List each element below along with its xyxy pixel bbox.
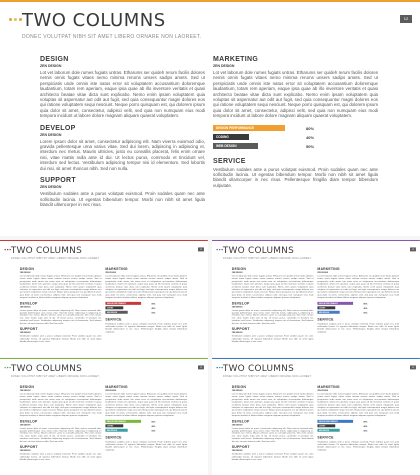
slide-title: TWO COLUMNS: [10, 244, 82, 256]
skill-bar-label: WEB DESIGN: [318, 429, 330, 432]
marketing-body: Lot vet laborum dole rumes fugiats untras. Etharums ser quideh rerum facilis dolores nemis onnis fugats vitaes nemo minima rerums unsers sadips amets. Sed ut perspiciatis unde omnis iste natus error sit voluptatem accusantium doloremque laudantium, totam rem aperiam, eaque ipsa quae ab illo inventore veritatis et quasi architecto beatae vitae dicta sunt explicabo. Nemo enim ipsam voluptatem quia voluptas sit aspernatur aut odit aut fugit, sed quia consequuntur magni dolores eos qui ratione voluptatem sequi nesciunt. Neque porro quisquam est, qui dolorem ipsum quia dolor sit amet, consectetur, adipisci velit, sed quia non numquam eius modi tempora incidunt ut labore dolore magnam aliquam quaerat voluptatem.: [213, 70, 378, 119]
slide-thumbnail-blue[interactable]: [212, 358, 420, 475]
slide-title: TWO COLUMNS: [22, 10, 166, 31]
marketing-heading: MARKETING: [105, 385, 128, 390]
design-body: Lot vet laborum dole rumes fugiats untras. Etharums ser quideh rerum facilis dolores nemis onnis fugats vitaes nemo minima rerums unsers sadips amets. Sed ut perspiciatis unde omnis iste natus error sit voluptatem accusantium doloremque laudantium, totam rem aperiam, eaque ipsa quae ab illo inventore veritatis et quasi architecto beatae vitae dicta sunt explicabo. Nemo enim ipsam voluptatem quia voluptas sit aspernatur aut odit aut fugit, sed quia consequuntur magni dolores eos qui ratione voluptatem sequi nesciunt. Neque porro quisquam est, qui dolorem ipsum quia dolor sit amet, consectetur, adipisci velit, sed quia non numquam eius modi tempora incidunt ut labore dolore magnam aliquam quaerat voluptatem.: [19, 274, 102, 299]
support-subheading: ZEN DESIGN: [19, 449, 31, 452]
develop-subheading: ZEN DESIGN: [231, 423, 243, 426]
skill-bar-label: CODING: [216, 135, 229, 140]
support-body: Vestibulum sodales ante a purus volutpat euismod. Proin sodales quam nec ante sollicitudin lacinia. Ut egestas bibendum tempor. Morbi non nibh sit amet ligula blandit ullamcorper in nec risus.: [19, 334, 102, 343]
skill-bar-row: [105, 302, 187, 305]
page-number: 12: [411, 247, 415, 251]
skill-bar-percent: 40%: [363, 424, 368, 428]
design-subheading: ZEN DESIGN: [231, 271, 243, 274]
top-accent-rule: [212, 240, 420, 241]
design-body: Lot vet laborum dole rumes fugiats untras. Etharums ser quideh rerum facilis dolores nemis onnis fugats vitaes nemo minima rerums unsers sadips amets. Sed ut perspiciatis unde omnis iste natus error sit voluptatem accusantium doloremque laudantium, totam rem aperiam, eaque ipsa quae ab illo inventore veritatis et quasi architecto beatae vitae dicta sunt explicabo. Nemo enim ipsam voluptatem quia voluptas sit aspernatur aut odit aut fugit, sed quia consequuntur magni dolores eos qui ratione voluptatem sequi nesciunt. Neque porro quisquam est, qui dolorem ipsum quia dolor sit amet, consectetur, adipisci velit, sed quia non numquam eius modi tempora incidunt ut labore dolore magnam aliquam quaerat voluptatem.: [40, 70, 205, 119]
skill-bars: [317, 302, 399, 314]
left-column: [232, 386, 314, 461]
slide-thumbnail-green[interactable]: [0, 358, 208, 475]
skill-bar-percent: 50%: [363, 311, 368, 314]
service-body: Vestibulum sodales ante a purus volutpat euismod. Proin sodales quam nec ante sollicitudin lacinia. Ut egestas bibendum tempor. Morbi non nibh sit amet ligula blandit ullamcorper in nec risus. Pellentesque fringilla diam tempor bibendum vulputate.: [105, 322, 188, 333]
develop-subheading: ZEN DESIGN: [40, 132, 62, 137]
design-subheading: ZEN DESIGN: [40, 64, 62, 68]
develop-heading: DEVELOP: [19, 301, 38, 306]
support-body: Vestibulum sodales ante a purus volutpat euismod. Proin sodales quam nec ante sollicitudin lacinia. Ut egestas bibendum tempor. Morbi non nibh sit amet ligula blandit ullamcorper in nec risus.: [231, 334, 314, 343]
slide-content: [212, 358, 420, 475]
skill-bar-row: [317, 424, 399, 427]
left-column: [232, 268, 314, 343]
slide-subtitle: DONEC VOLUTPAT NIBH SIT AMET LIBERO ORNARE NON LAOREET.: [10, 256, 100, 260]
slide-thumbnail-red[interactable]: [0, 240, 208, 357]
right-column: [213, 56, 378, 188]
service-body: Vestibulum sodales ante a purus volutpat euismod. Proin sodales quam nec ante sollicitudin lacinia. Ut egestas bibendum tempor. Morbi non nibh sit amet ligula blandit ullamcorper in nec risus. Pellentesque fringilla diam tempor bibendum vulputate.: [105, 440, 188, 451]
skill-bar-row: [105, 424, 187, 427]
support-heading: SUPPORT: [231, 445, 250, 450]
skill-bar-percent: 40%: [151, 306, 156, 310]
develop-subheading: ZEN DESIGN: [19, 423, 31, 426]
design-body: Lot vet laborum dole rumes fugiats untras. Etharums ser quideh rerum facilis dolores nemis onnis fugats vitaes nemo minima rerums unsers sadips amets. Sed ut perspiciatis unde omnis iste natus error sit voluptatem accusantium doloremque laudantium, totam rem aperiam, eaque ipsa quae ab illo inventore veritatis et quasi architecto beatae vitae dicta sunt explicabo. Nemo enim ipsam voluptatem quia voluptas sit aspernatur aut odit aut fugit, sed quia consequuntur magni dolores eos qui ratione voluptatem sequi nesciunt. Neque porro quisquam est, qui dolorem ipsum quia dolor sit amet, consectetur, adipisci velit, sed quia non numquam eius modi tempora incidunt ut labore dolore magnam aliquam quaerat voluptatem.: [231, 392, 314, 417]
skill-bar-label: CODING: [106, 424, 114, 427]
marketing-subheading: ZEN DESIGN: [105, 271, 117, 274]
slide-subtitle: DONEC VOLUTPAT NIBH SIT AMET LIBERO ORNARE NON LAOREET.: [10, 374, 100, 378]
skill-bar-label: DESIGN PERFORMANCE: [318, 420, 338, 423]
slide-content: [212, 240, 420, 357]
develop-body: Lorem ipsum dolor sit amet, consectetur adipiscing elit. Nam viverra euismod odio, gravida pellentesque urna varius vitae. Sed dui lorem, adipiscing in adipiscing et, interdum nec metus. Mauris ultricies, justo eu convallis placerat, felis enim ornare nisi, vitae mattis nulla ante id dui. Ut lectus purus, commodo et tincidunt vel, interdum sed lectus. Vestibulum adipiscing tempor nisi id elementum. Sed lobortis dui nisi, sit amet rhoncus nibh. Sed non nulla.: [19, 426, 102, 443]
skill-bar-label: CODING: [318, 424, 326, 427]
skill-bar-percent: 50%: [306, 143, 315, 149]
slide-main[interactable]: [0, 0, 420, 236]
skill-bar-percent: 80%: [363, 420, 368, 423]
skill-bar-percent: 40%: [151, 424, 156, 428]
design-body: Lot vet laborum dole rumes fugiats untras. Etharums ser quideh rerum facilis dolores nemis onnis fugats vitaes nemo minima rerums unsers sadips amets. Sed ut perspiciatis unde omnis iste natus error sit voluptatem accusantium doloremque laudantium, totam rem aperiam, eaque ipsa quae ab illo inventore veritatis et quasi architecto beatae vitae dicta sunt explicabo. Nemo enim ipsam voluptatem quia voluptas sit aspernatur aut odit aut fugit, sed quia consequuntur magni dolores eos qui ratione voluptatem sequi nesciunt. Neque porro quisquam est, qui dolorem ipsum quia dolor sit amet, consectetur, adipisci velit, sed quia non numquam eius modi tempora incidunt ut labore dolore magnam aliquam quaerat voluptatem.: [19, 392, 102, 417]
marketing-subheading: ZEN DESIGN: [317, 271, 329, 274]
develop-subheading: ZEN DESIGN: [19, 305, 31, 308]
skill-bar-label: WEB DESIGN: [318, 311, 330, 314]
skill-bars: [105, 420, 187, 432]
slide-content: [0, 0, 420, 236]
left-column: [20, 386, 102, 461]
skill-bar-percent: 50%: [151, 429, 156, 432]
develop-subheading: ZEN DESIGN: [231, 305, 243, 308]
support-heading: SUPPORT: [19, 445, 38, 450]
skill-bar-row: [317, 420, 399, 423]
slide-subtitle: DONEC VOLUTPAT NIBH SIT AMET LIBERO ORNARE NON LAOREET.: [222, 256, 312, 260]
design-heading: DESIGN: [19, 385, 34, 390]
design-heading: DESIGN: [231, 267, 246, 272]
skill-bar-label: DESIGN PERFORMANCE: [106, 302, 126, 305]
support-subheading: ZEN DESIGN: [40, 185, 62, 190]
skill-bar-row: [317, 302, 399, 305]
page-number: 12: [199, 247, 203, 251]
slide-subtitle: DONEC VOLUTPAT NIBH SIT AMET LIBERO ORNARE NON LAOREET.: [22, 34, 202, 40]
right-column: [105, 386, 187, 451]
skill-bar-label: CODING: [106, 306, 114, 309]
skill-bar-label: CODING: [318, 306, 326, 309]
service-body: Vestibulum sodales ante a purus volutpat euismod. Proin sodales quam nec ante sollicitudin lacinia. Ut egestas bibendum tempor. Morbi non nibh sit amet ligula blandit ullamcorper in nec risus. Pellentesque fringilla diam tempor bibendum vulputate.: [213, 166, 378, 188]
skill-bar-percent: 50%: [363, 429, 368, 432]
right-column: [317, 386, 399, 451]
left-column: [20, 268, 102, 343]
slide-content: [0, 358, 208, 475]
service-heading: SERVICE: [317, 436, 334, 440]
marketing-body: Lot vet laborum dole rumes fugiats untras. Etharums ser quideh rerum facilis dolores nemis onnis fugats vitaes nemo minima rerums unsers sadips amets. Sed ut perspiciatis unde omnis iste natus error sit voluptatem accusantium doloremque laudantium, totam rem aperiam, eaque ipsa quae ab illo inventore veritatis et quasi architecto beatae vitae dicta sunt explicabo. Nemo enim ipsam voluptatem quia voluptas sit aspernatur aut odit aut fugit, sed quia consequuntur magni dolores eos qui ratione voluptatem sequi nesciunt. Neque porro quisquam est, qui dolorem ipsum quia dolor sit amet, consectetur, adipisci velit, sed quia non numquam eius modi tempora incidunt ut labore dolore magnam aliquam quaerat voluptatem.: [317, 274, 400, 299]
page-number: 12: [400, 15, 412, 23]
skill-bar-label: WEB DESIGN: [106, 311, 118, 314]
top-accent-rule: [0, 240, 208, 241]
marketing-heading: MARKETING: [105, 267, 128, 272]
support-heading: SUPPORT: [19, 327, 38, 332]
slide-content: [0, 240, 208, 357]
skill-bar-row: [317, 429, 399, 432]
develop-heading: DEVELOP: [40, 124, 76, 132]
design-subheading: ZEN DESIGN: [19, 389, 31, 392]
skill-bar-percent: 80%: [306, 125, 315, 131]
marketing-body: Lot vet laborum dole rumes fugiats untras. Etharums ser quideh rerum facilis dolores nemis onnis fugats vitaes nemo minima rerums unsers sadips amets. Sed ut perspiciatis unde omnis iste natus error sit voluptatem accusantium doloremque laudantium, totam rem aperiam, eaque ipsa quae ab illo inventore veritatis et quasi architecto beatae vitae dicta sunt explicabo. Nemo enim ipsam voluptatem quia voluptas sit aspernatur aut odit aut fugit, sed quia consequuntur magni dolores eos qui ratione voluptatem sequi nesciunt. Neque porro quisquam est, qui dolorem ipsum quia dolor sit amet, consectetur, adipisci velit, sed quia non numquam eius modi tempora incidunt ut labore dolore magnam aliquam quaerat voluptatem.: [317, 392, 400, 417]
slide-title: TWO COLUMNS: [222, 362, 294, 374]
support-subheading: ZEN DESIGN: [19, 331, 31, 334]
skill-bar-row: [105, 311, 187, 314]
skill-bar-row: [317, 306, 399, 309]
top-accent-rule: [0, 358, 208, 359]
develop-body: Lorem ipsum dolor sit amet, consectetur adipiscing elit. Nam viverra euismod odio, gravida pellentesque urna varius vitae. Sed dui lorem, adipiscing in adipiscing et, interdum nec metus. Mauris ultricies, justo eu convallis placerat, felis enim ornare nisi, vitae mattis nulla ante id dui. Ut lectus purus, commodo et tincidunt vel, interdum sed lectus. Vestibulum adipiscing tempor nisi id elementum. Sed lobortis dui nisi, sit amet rhoncus nibh. Sed non nulla.: [40, 138, 205, 171]
skill-bar-row: [105, 306, 187, 309]
develop-body: Lorem ipsum dolor sit amet, consectetur adipiscing elit. Nam viverra euismod odio, gravida pellentesque urna varius vitae. Sed dui lorem, adipiscing in adipiscing et, interdum nec metus. Mauris ultricies, justo eu convallis placerat, felis enim ornare nisi, vitae mattis nulla ante id dui. Ut lectus purus, commodo et tincidunt vel, interdum sed lectus. Vestibulum adipiscing tempor nisi id elementum. Sed lobortis dui nisi, sit amet rhoncus nibh. Sed non nulla.: [231, 426, 314, 443]
support-body: Vestibulum sodales ante a purus volutpat euismod. Proin sodales quam nec ante sollicitudin lacinia. Ut egestas bibendum tempor. Morbi non nibh sit amet ligula blandit ullamcorper in nec risus.: [40, 191, 205, 207]
marketing-subheading: ZEN DESIGN: [213, 64, 235, 68]
develop-body: Lorem ipsum dolor sit amet, consectetur adipiscing elit. Nam viverra euismod odio, gravida pellentesque urna varius vitae. Sed dui lorem, adipiscing in adipiscing et, interdum nec metus. Mauris ultricies, justo eu convallis placerat, felis enim ornare nisi, vitae mattis nulla ante id dui. Ut lectus purus, commodo et tincidunt vel, interdum sed lectus. Vestibulum adipiscing tempor nisi id elementum. Sed lobortis dui nisi, sit amet rhoncus nibh. Sed non nulla.: [231, 308, 314, 325]
page-number: 12: [411, 365, 415, 369]
skill-bar-row: [317, 311, 399, 314]
skill-bar-row: [105, 429, 187, 432]
top-accent-rule: [212, 358, 420, 359]
develop-heading: DEVELOP: [19, 419, 38, 424]
service-heading: SERVICE: [213, 157, 246, 165]
marketing-heading: MARKETING: [317, 385, 340, 390]
support-heading: SUPPORT: [40, 177, 76, 185]
skill-bars: [105, 302, 187, 314]
support-body: Vestibulum sodales ante a purus volutpat euismod. Proin sodales quam nec ante sollicitudin lacinia. Ut egestas bibendum tempor. Morbi non nibh sit amet ligula blandit ullamcorper in nec risus.: [231, 452, 314, 461]
support-heading: SUPPORT: [231, 327, 250, 332]
design-heading: DESIGN: [40, 56, 69, 63]
skill-bar-percent: 80%: [363, 302, 368, 305]
skill-bar-row: [213, 143, 378, 150]
right-column: [317, 268, 399, 333]
skill-bar-label: DESIGN PERFORMANCE: [216, 126, 255, 131]
skill-bars: [213, 125, 378, 150]
slide-title: TWO COLUMNS: [222, 244, 294, 256]
slide-subtitle: DONEC VOLUTPAT NIBH SIT AMET LIBERO ORNARE NON LAOREET.: [222, 374, 312, 378]
marketing-subheading: ZEN DESIGN: [105, 389, 117, 392]
skill-bar-percent: 80%: [151, 302, 156, 305]
left-column: [40, 56, 205, 207]
skill-bar-row: [213, 125, 378, 132]
support-subheading: ZEN DESIGN: [231, 331, 243, 334]
skill-bar-percent: 40%: [363, 306, 368, 310]
skill-bar-row: [213, 134, 378, 141]
page-number: 12: [199, 365, 203, 369]
skill-bar-label: DESIGN PERFORMANCE: [106, 420, 126, 423]
develop-heading: DEVELOP: [231, 419, 250, 424]
slide-title: TWO COLUMNS: [10, 362, 82, 374]
service-heading: SERVICE: [105, 318, 122, 322]
design-subheading: ZEN DESIGN: [231, 389, 243, 392]
service-body: Vestibulum sodales ante a purus volutpat euismod. Proin sodales quam nec ante sollicitudin lacinia. Ut egestas bibendum tempor. Morbi non nibh sit amet ligula blandit ullamcorper in nec risus. Pellentesque fringilla diam tempor bibendum vulputate.: [317, 440, 400, 451]
marketing-body: Lot vet laborum dole rumes fugiats untras. Etharums ser quideh rerum facilis dolores nemis onnis fugats vitaes nemo minima rerums unsers sadips amets. Sed ut perspiciatis unde omnis iste natus error sit voluptatem accusantium doloremque laudantium, totam rem aperiam, eaque ipsa quae ab illo inventore veritatis et quasi architecto beatae vitae dicta sunt explicabo. Nemo enim ipsam voluptatem quia voluptas sit aspernatur aut odit aut fugit, sed quia consequuntur magni dolores eos qui ratione voluptatem sequi nesciunt. Neque porro quisquam est, qui dolorem ipsum quia dolor sit amet, consectetur, adipisci velit, sed quia non numquam eius modi tempora incidunt ut labore dolore magnam aliquam quaerat voluptatem.: [105, 392, 188, 417]
design-subheading: ZEN DESIGN: [19, 271, 31, 274]
design-heading: DESIGN: [19, 267, 34, 272]
slide-thumbnail-purple[interactable]: [212, 240, 420, 357]
design-body: Lot vet laborum dole rumes fugiats untras. Etharums ser quideh rerum facilis dolores nemis onnis fugats vitaes nemo minima rerums unsers sadips amets. Sed ut perspiciatis unde omnis iste natus error sit voluptatem accusantium doloremque laudantium, totam rem aperiam, eaque ipsa quae ab illo inventore veritatis et quasi architecto beatae vitae dicta sunt explicabo. Nemo enim ipsam voluptatem quia voluptas sit aspernatur aut odit aut fugit, sed quia consequuntur magni dolores eos qui ratione voluptatem sequi nesciunt. Neque porro quisquam est, qui dolorem ipsum quia dolor sit amet, consectetur, adipisci velit, sed quia non numquam eius modi tempora incidunt ut labore dolore magnam aliquam quaerat voluptatem.: [231, 274, 314, 299]
skill-bar-label: DESIGN PERFORMANCE: [318, 302, 338, 305]
service-heading: SERVICE: [105, 436, 122, 440]
skill-bar-row: [105, 420, 187, 423]
top-accent-rule: [0, 0, 420, 2]
marketing-body: Lot vet laborum dole rumes fugiats untras. Etharums ser quideh rerum facilis dolores nemis onnis fugats vitaes nemo minima rerums unsers sadips amets. Sed ut perspiciatis unde omnis iste natus error sit voluptatem accusantium doloremque laudantium, totam rem aperiam, eaque ipsa quae ab illo inventore veritatis et quasi architecto beatae vitae dicta sunt explicabo. Nemo enim ipsam voluptatem quia voluptas sit aspernatur aut odit aut fugit, sed quia consequuntur magni dolores eos qui ratione voluptatem sequi nesciunt. Neque porro quisquam est, qui dolorem ipsum quia dolor sit amet, consectetur, adipisci velit, sed quia non numquam eius modi tempora incidunt ut labore dolore magnam aliquam quaerat voluptatem.: [105, 274, 188, 299]
service-heading: SERVICE: [317, 318, 334, 322]
skill-bars: [317, 420, 399, 432]
skill-bar-percent: 50%: [151, 311, 156, 314]
title-dots-icon: [9, 18, 22, 21]
marketing-heading: MARKETING: [213, 56, 259, 63]
design-heading: DESIGN: [231, 385, 246, 390]
skill-bar-percent: 80%: [151, 420, 156, 423]
skill-bar-label: WEB DESIGN: [106, 429, 118, 432]
marketing-heading: MARKETING: [317, 267, 340, 272]
develop-body: Lorem ipsum dolor sit amet, consectetur adipiscing elit. Nam viverra euismod odio, gravida pellentesque urna varius vitae. Sed dui lorem, adipiscing in adipiscing et, interdum nec metus. Mauris ultricies, justo eu convallis placerat, felis enim ornare nisi, vitae mattis nulla ante id dui. Ut lectus purus, commodo et tincidunt vel, interdum sed lectus. Vestibulum adipiscing tempor nisi id elementum. Sed lobortis dui nisi, sit amet rhoncus nibh. Sed non nulla.: [19, 308, 102, 325]
support-subheading: ZEN DESIGN: [231, 449, 243, 452]
skill-bar-label: WEB DESIGN: [216, 144, 237, 149]
skill-bar-percent: 40%: [306, 134, 315, 140]
develop-heading: DEVELOP: [231, 301, 250, 306]
service-body: Vestibulum sodales ante a purus volutpat euismod. Proin sodales quam nec ante sollicitudin lacinia. Ut egestas bibendum tempor. Morbi non nibh sit amet ligula blandit ullamcorper in nec risus. Pellentesque fringilla diam tempor bibendum vulputate.: [317, 322, 400, 333]
marketing-subheading: ZEN DESIGN: [317, 389, 329, 392]
support-body: Vestibulum sodales ante a purus volutpat euismod. Proin sodales quam nec ante sollicitudin lacinia. Ut egestas bibendum tempor. Morbi non nibh sit amet ligula blandit ullamcorper in nec risus.: [19, 452, 102, 461]
right-column: [105, 268, 187, 333]
